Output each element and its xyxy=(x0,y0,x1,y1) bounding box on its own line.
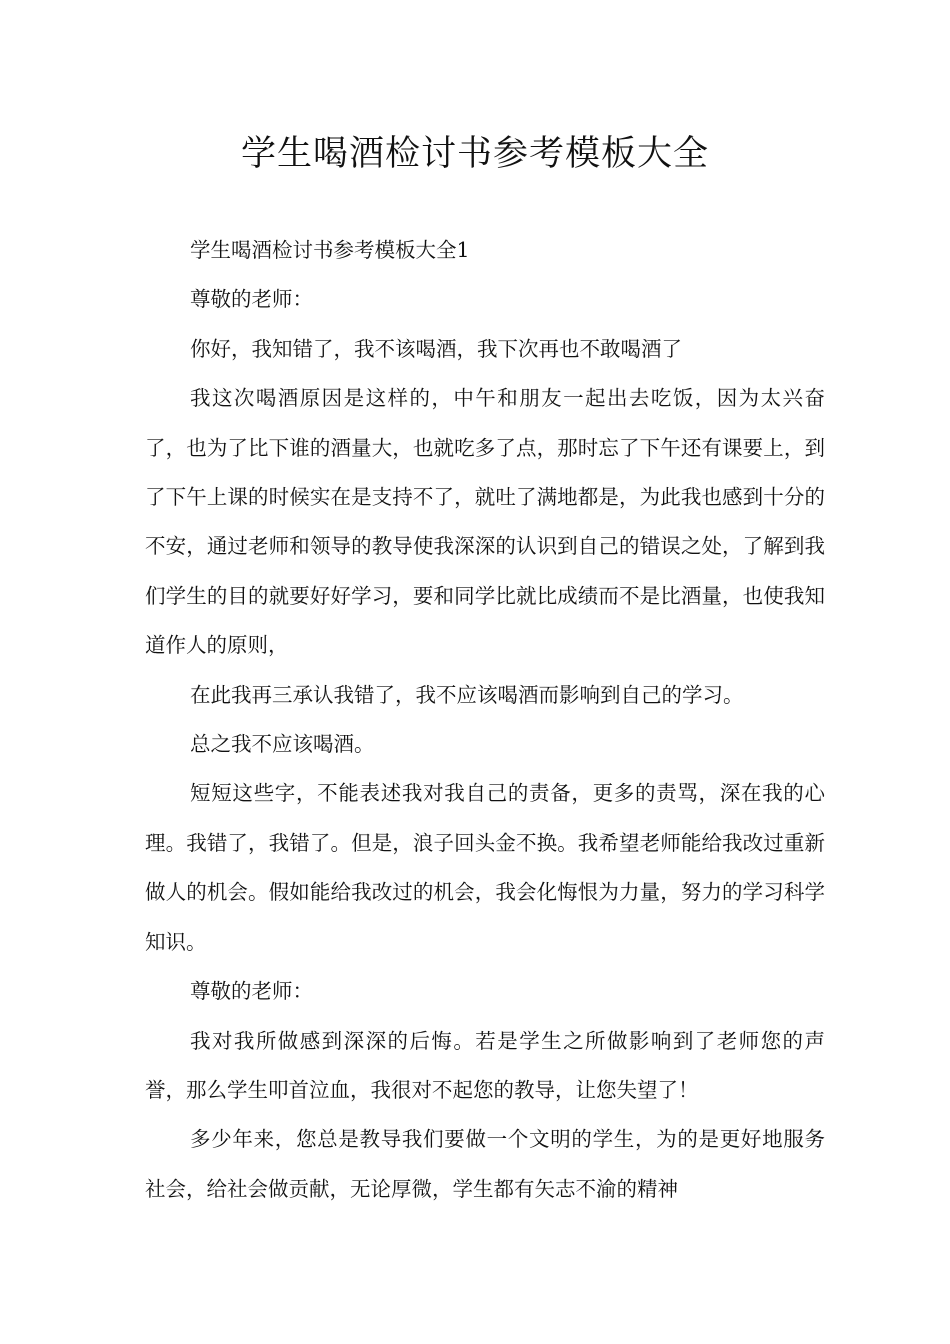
document-body xyxy=(145,226,825,1214)
document-title: 学生喝酒检讨书参考模板大全 xyxy=(240,134,709,174)
paragraph: 短短这些字，不能表述我对我自己的责备，更多的责骂，深在我的心理。我错了，我错了。但是，浪子回头金不换。我希望老师能给我改过重新做人的机会。假如能给我改过的机会，我会化悔恨为力量，努力的学习科学知识。 xyxy=(145,781,825,954)
paragraph: 总之我不应该喝酒。 xyxy=(190,732,375,757)
paragraph: 我对我所做感到深深的后悔。若是学生之所做影响到了老师您的声誉，那么学生叩首泣血，我很对不起您的教导，让您失望了！ xyxy=(145,1028,825,1102)
paragraph: 我这次喝酒原因是这样的，中午和朋友一起出去吃饭，因为太兴奋了，也为了比下谁的酒量大，也就吃多了点，那时忘了下午还有课要上，到了下午上课的时候实在是支持不了，就吐了满地都是，为此我也感到十分的不安，通过老师和领导的教导使我深深的认识到自己的错误之处，了解到我们学生的目的就要好好学习，要和同学比就比成绩而不是比酒量，也使我知道作人的原则， xyxy=(145,386,825,658)
paragraph: 你好，我知错了，我不该喝酒，我下次再也不敢喝酒了 xyxy=(190,336,682,361)
paragraph-salutation: 尊敬的老师： xyxy=(190,979,313,1004)
paragraph-salutation: 尊敬的老师： xyxy=(190,287,313,312)
paragraph: 多少年来，您总是教导我们要做一个文明的学生，为的是更好地服务社会，给社会做贡献，无论厚微，学生都有矢志不渝的精神 xyxy=(145,1127,825,1201)
paragraph: 在此我再三承认我错了，我不应该喝酒而影响到自己的学习。 xyxy=(190,682,744,707)
paragraph-heading: 学生喝酒检讨书参考模板大全1 xyxy=(190,238,470,262)
